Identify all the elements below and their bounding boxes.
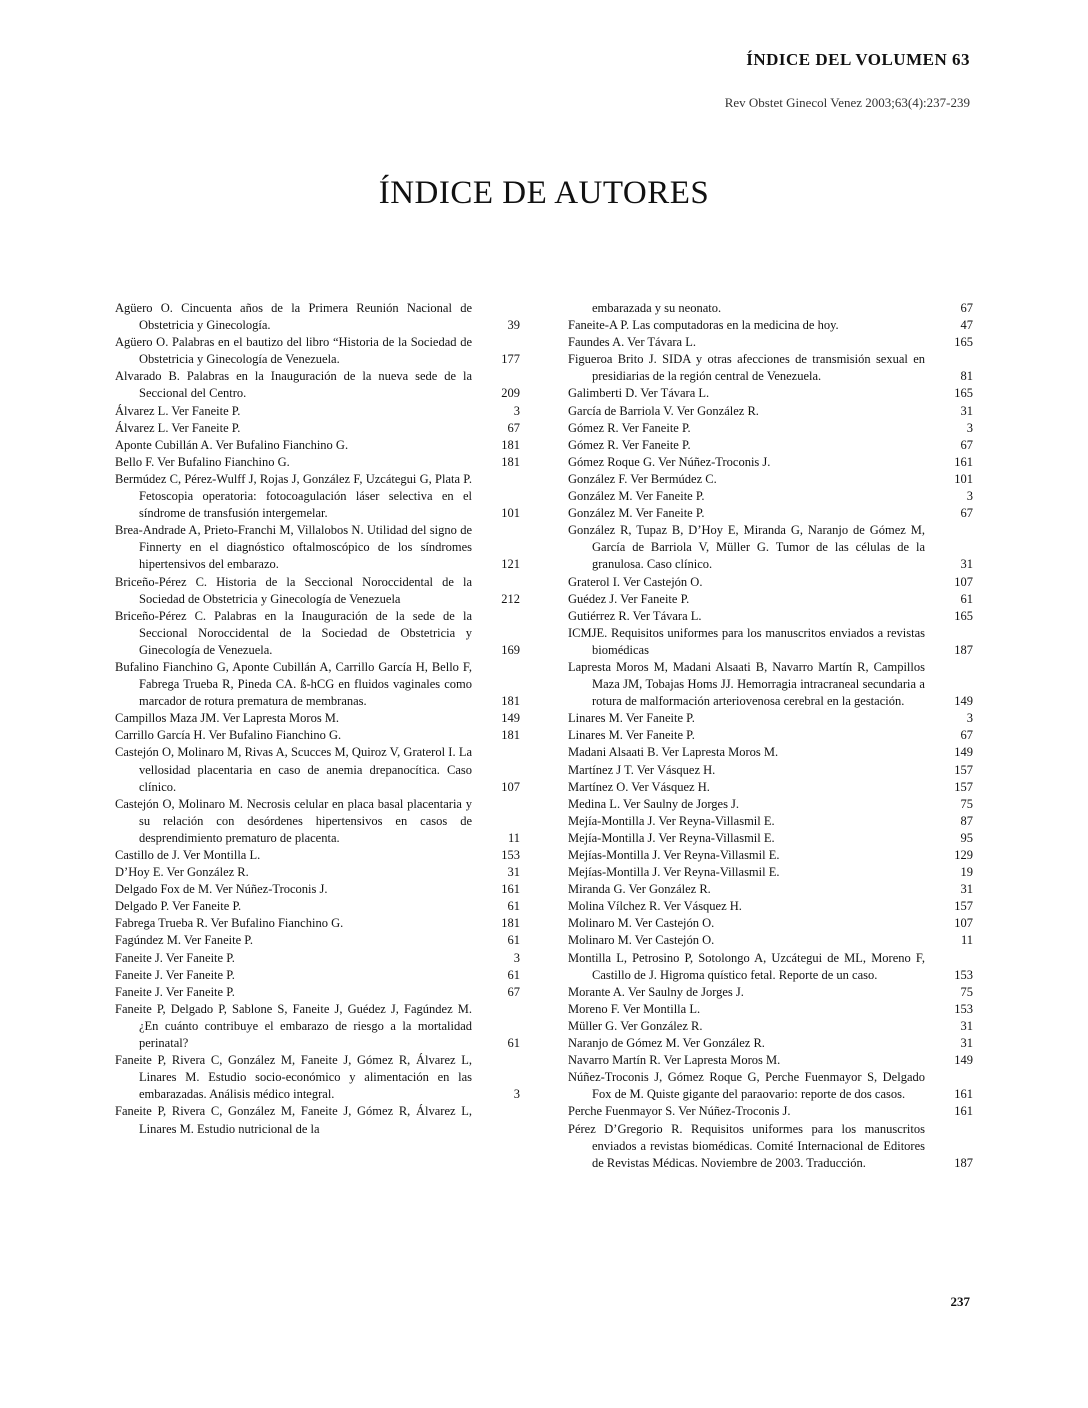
entry-page: 39: [507, 318, 520, 333]
index-entry: [568, 1052, 973, 1069]
index-entry: [115, 608, 520, 659]
index-entry: [115, 1001, 520, 1052]
entry-page: 187: [954, 1155, 973, 1170]
entry-text: Faneite J. Ver Faneite P.: [115, 967, 235, 982]
entry-text: Núñez-Troconis J, Gómez Roque G, Perche Fuenmayor S, Delgado Fox de M. Quiste gigante del paraovario: reporte de dos casos.: [568, 1070, 925, 1102]
entry-text: Guédez J. Ver Faneite P.: [568, 591, 690, 606]
index-entry: [115, 368, 520, 402]
entry-page: 165: [954, 335, 973, 350]
entry-text: Galimberti D. Ver Távara L.: [568, 386, 710, 401]
index-entry: [568, 625, 973, 659]
entry-text: González R, Tupaz B, D’Hoy E, Miranda G, Naranjo de Gómez M, García de Barriola V, Müller G. Tumor de las células de la granulosa. Caso clínico.: [568, 523, 925, 572]
index-entry: [568, 762, 973, 779]
index-entry: [568, 932, 973, 949]
entry-page: 75: [960, 984, 973, 999]
index-entry: [115, 950, 520, 967]
entry-page: 61: [507, 967, 520, 982]
entry-text: D’Hoy E. Ver González R.: [115, 865, 249, 880]
entry-text: Álvarez L. Ver Faneite P.: [115, 420, 241, 435]
index-entry: [568, 488, 973, 505]
index-entry: [568, 727, 973, 744]
journal-section-title: ÍNDICE DEL VOLUMEN 63: [746, 50, 970, 69]
entry-page: 107: [501, 779, 520, 794]
entry-text: Faneite P, Delgado P, Sablone S, Faneite J, Guédez J, Fagúndez M. ¿En cuánto contribuye el embarazo de riesgo a la mortalidad perinatal?: [115, 1001, 472, 1051]
entry-page: 61: [507, 899, 520, 914]
entry-page: 169: [501, 642, 520, 657]
index-entry: [115, 471, 520, 522]
entry-text: Madani Alsaati B. Ver Lapresta Moros M.: [568, 745, 779, 760]
entry-page: 3: [513, 1087, 520, 1102]
entry-page: 31: [960, 1036, 973, 1051]
index-entry: [568, 779, 973, 796]
entry-text: Miranda G. Ver González R.: [568, 882, 711, 897]
entry-text: Linares M. Ver Faneite P.: [568, 711, 695, 726]
entry-page: 75: [960, 796, 973, 811]
entry-text: Brea-Andrade A, Prieto-Franchi M, Villalobos N. Utilidad del signo de Finnerty en el diagnóstico oftalmoscópico de los síndromes hipertensivos del embarazo.: [115, 523, 472, 572]
index-entry: [115, 967, 520, 984]
entry-text: Perche Fuenmayor S. Ver Núñez-Troconis J.: [568, 1104, 791, 1119]
journal-citation: Rev Obstet Ginecol Venez 2003;63(4):237-239: [724, 95, 970, 110]
entry-page: 181: [501, 916, 520, 931]
entry-page: 149: [954, 694, 973, 709]
entry-text: embarazada y su neonato.: [592, 301, 722, 315]
entry-page: 3: [513, 950, 520, 965]
index-entry: [115, 300, 520, 334]
entry-page: 149: [501, 711, 520, 726]
entry-text: Navarro Martín R. Ver Lapresta Moros M.: [568, 1053, 781, 1068]
entry-text: Graterol I. Ver Castejón O.: [568, 574, 703, 589]
entry-text: Mejías-Montilla J. Ver Reyna-Villasmil E.: [568, 865, 780, 880]
entry-page: 61: [960, 591, 973, 606]
entry-page: 187: [954, 642, 973, 657]
entry-text: Bello F. Ver Bufalino Fianchino G.: [115, 454, 290, 469]
entry-page: 3: [513, 403, 520, 418]
right-index-column: [568, 300, 973, 1172]
entry-page: 129: [954, 848, 973, 862]
entry-text: Agüero O. Cincuenta años de la Primera Reunión Nacional de Obstetricia y Ginecología.: [115, 301, 472, 333]
entry-text: ICMJE. Requisitos uniformes para los manuscritos enviados a revistas biomédicas: [568, 625, 925, 657]
index-entry: [568, 659, 973, 710]
entry-page: 19: [960, 865, 973, 880]
entry-text: Delgado P. Ver Faneite P.: [115, 899, 242, 914]
entry-text: Müller G. Ver González R.: [568, 1018, 703, 1033]
index-entry: [568, 420, 973, 437]
index-entry: [568, 1103, 973, 1120]
index-entry: [115, 420, 520, 437]
entry-page: 107: [954, 916, 973, 931]
entry-page: 161: [954, 1104, 973, 1119]
entry-page: 149: [954, 1053, 973, 1068]
entry-page: 3: [966, 711, 973, 726]
entry-page: 3: [966, 420, 973, 435]
index-entry: [568, 403, 973, 420]
index-entry: [115, 915, 520, 932]
entry-page: 67: [960, 301, 973, 315]
index-entry: [115, 864, 520, 881]
entry-text: Alvarado B. Palabras en la Inauguración de la nueva sede de la Seccional del Centro.: [115, 369, 472, 401]
entry-page: 31: [960, 1018, 973, 1033]
index-entry: [568, 847, 973, 864]
entry-page: 101: [501, 506, 520, 521]
page-number: 237: [950, 1294, 970, 1309]
entry-page: 61: [507, 1036, 520, 1051]
entry-page: 11: [507, 830, 520, 845]
entry-page: 157: [954, 779, 973, 794]
entry-page: 161: [954, 454, 973, 469]
entry-text: Briceño-Pérez C. Historia de la Seccional Noroccidental de la Sociedad de Obstetricia y Ginecología de Venezuela: [115, 574, 472, 606]
entry-text: Castejón O, Molinaro M, Rivas A, Scucces M, Quiroz V, Graterol I. La vellosidad placentaria en caso de anemia drepanocítica. Caso clínico.: [115, 745, 472, 794]
index-entry: [568, 915, 973, 932]
entry-page: 31: [960, 403, 973, 418]
entry-page: 161: [954, 1087, 973, 1102]
entry-page: 177: [501, 352, 520, 367]
index-entry: [115, 727, 520, 744]
index-entry: [568, 898, 973, 915]
index-entry: [568, 437, 973, 454]
index-entry: [568, 744, 973, 761]
entry-page: 81: [960, 369, 973, 384]
entry-text: Fabrega Trueba R. Ver Bufalino Fianchino G.: [115, 916, 344, 931]
entry-text: Figueroa Brito J. SIDA y otras afecciones de transmisión sexual en presidiarias de la región central de Venezuela.: [568, 352, 925, 384]
entry-text: Aponte Cubillán A. Ver Bufalino Fianchino G.: [115, 437, 349, 452]
entry-text: Molinaro M. Ver Castejón O.: [568, 933, 715, 948]
index-entry: [568, 830, 973, 847]
entry-page: 87: [960, 813, 973, 828]
entry-text: Linares M. Ver Faneite P.: [568, 728, 695, 743]
index-entry: [115, 574, 520, 608]
entry-text: Fagúndez M. Ver Faneite P.: [115, 933, 253, 948]
entry-page: 157: [954, 762, 973, 777]
entry-text: Faundes A. Ver Távara L.: [568, 335, 696, 350]
left-index-column: [115, 300, 520, 1138]
index-entry: [115, 403, 520, 420]
entry-page: 61: [507, 933, 520, 948]
index-entry: [115, 898, 520, 915]
index-entry: [568, 471, 973, 488]
index-entry: [568, 813, 973, 830]
index-entry: [568, 454, 973, 471]
index-entry: [568, 300, 973, 317]
entry-text: Mejías-Montilla J. Ver Reyna-Villasmil E.: [568, 848, 780, 862]
entry-text: González M. Ver Faneite P.: [568, 506, 705, 521]
entry-text: Molinaro M. Ver Castejón O.: [568, 916, 715, 931]
index-entry: [115, 796, 520, 847]
entry-page: 153: [954, 967, 973, 982]
index-entry: [115, 881, 520, 898]
entry-text: Campillos Maza JM. Ver Lapresta Moros M.: [115, 711, 340, 726]
entry-text: Mejía-Montilla J. Ver Reyna-Villasmil E.: [568, 830, 775, 845]
index-entry: [115, 522, 520, 573]
entry-text: Gutiérrez R. Ver Távara L.: [568, 608, 702, 623]
entry-text: Martínez J T. Ver Vásquez H.: [568, 762, 716, 777]
entry-text: Bermúdez C, Pérez-Wulff J, Rojas J, González F, Uzcátegui G, Plata P. Fetoscopia operatoria: fotocoagulación láser selectiva en el síndrome de transfusión intergemelar.: [115, 471, 472, 521]
entry-page: 181: [501, 694, 520, 709]
index-entry: [568, 608, 973, 625]
entry-page: 101: [954, 471, 973, 486]
index-entry: [568, 1121, 973, 1172]
entry-text: Gómez R. Ver Faneite P.: [568, 437, 691, 452]
entry-page: 165: [954, 386, 973, 401]
entry-page: 47: [960, 318, 973, 333]
entry-text: Faneite J. Ver Faneite P.: [115, 950, 235, 965]
entry-text: González M. Ver Faneite P.: [568, 489, 705, 504]
entry-text: Agüero O. Palabras en el bautizo del libro “Historia de la Sociedad de Obstetricia y Ginecología de Venezuela.: [115, 335, 472, 367]
index-entry: [115, 454, 520, 471]
entry-page: 31: [960, 882, 973, 897]
entry-text: Gómez Roque G. Ver Núñez-Troconis J.: [568, 454, 771, 469]
index-entry: [568, 881, 973, 898]
entry-page: 165: [954, 608, 973, 623]
index-entry: [568, 522, 973, 573]
entry-text: Álvarez L. Ver Faneite P.: [115, 403, 241, 418]
index-entry: [568, 796, 973, 813]
index-entry: [568, 950, 973, 984]
entry-page: 181: [501, 728, 520, 743]
index-entry: [568, 317, 973, 334]
page-title: ÍNDICE DE AUTORES: [378, 175, 710, 211]
index-entry: [115, 659, 520, 710]
index-entry: [568, 574, 973, 591]
index-entry: [115, 847, 520, 864]
entry-page: 212: [501, 591, 520, 606]
entry-text: Pérez D’Gregorio R. Requisitos uniformes para los manuscritos enviados a revistas biomédicas. Comité Internacional de Editores de Revistas Médicas. Noviembre de 2003. Traducción.: [568, 1121, 925, 1170]
entry-page: 153: [954, 1001, 973, 1016]
entry-text: Carrillo García H. Ver Bufalino Fianchino G.: [115, 728, 342, 743]
index-entry: [568, 710, 973, 727]
entry-page: 161: [501, 882, 520, 897]
entry-page: 67: [507, 984, 520, 999]
index-entry: [115, 334, 520, 368]
entry-page: 67: [960, 506, 973, 521]
index-entry: [115, 932, 520, 949]
entry-text: Mejía-Montilla J. Ver Reyna-Villasmil E.: [568, 813, 775, 828]
entry-text: Martínez O. Ver Vásquez H.: [568, 779, 710, 794]
index-entry: [568, 505, 973, 522]
entry-text: Faneite P, Rivera C, González M, Faneite J, Gómez R, Álvarez L, Linares M. Estudio socio-económico y alimentación en las embarazadas. Análisis médico integral.: [115, 1053, 472, 1102]
entry-text: Castillo de J. Ver Montilla L.: [115, 848, 261, 862]
entry-text: Faneite J. Ver Faneite P.: [115, 984, 235, 999]
entry-text: García de Barriola V. Ver González R.: [568, 403, 759, 418]
index-entry: [115, 1052, 520, 1103]
entry-text: Naranjo de Gómez M. Ver González R.: [568, 1036, 765, 1051]
entry-text: Castejón O, Molinaro M. Necrosis celular en placa basal placentaria y su relación con desórdenes hipertensivos en casos de desprendimiento prematuro de placenta.: [115, 796, 472, 845]
entry-text: Lapresta Moros M, Madani Alsaati B, Navarro Martín R, Campillos Maza JM, Tobajas Homs JJ. Hemorragia intracraneal secundaria a rotura de malformación arteriovenosa cerebral en la gestación.: [568, 659, 925, 709]
entry-page: 121: [501, 557, 520, 572]
index-entry: [115, 710, 520, 727]
entry-text: Gómez R. Ver Faneite P.: [568, 420, 691, 435]
index-entry: [568, 864, 973, 881]
entry-text: Faneite P, Rivera C, González M, Faneite J, Gómez R, Álvarez L, Linares M. Estudio nutricional de la: [115, 1104, 472, 1136]
entry-text: Moreno F. Ver Montilla L.: [568, 1001, 701, 1016]
entry-page: 67: [960, 728, 973, 743]
index-entry: [568, 1018, 973, 1035]
index-entry: [568, 334, 973, 351]
index-entry: [568, 351, 973, 385]
index-entry: [115, 984, 520, 1001]
index-entry: [115, 437, 520, 454]
entry-page: 3: [966, 489, 973, 504]
entry-page: 107: [954, 574, 973, 589]
entry-page: 67: [960, 437, 973, 452]
entry-page: 95: [960, 830, 973, 845]
entry-text: Molina Vílchez R. Ver Vásquez H.: [568, 899, 742, 914]
entry-text: Bufalino Fianchino G, Aponte Cubillán A, Carrillo García H, Bello F, Fabrega Trueba R, Pineda CA. ß-hCG en fluidos vaginales como marcador de rotura prematura de membranas.: [115, 659, 472, 709]
entry-page: 181: [501, 454, 520, 469]
entry-text: Morante A. Ver Saulny de Jorges J.: [568, 984, 744, 999]
entry-page: 31: [960, 557, 973, 572]
entry-page: 31: [507, 865, 520, 880]
entry-page: 209: [501, 386, 520, 401]
entry-page: 181: [501, 437, 520, 452]
entry-text: Faneite-A P. Las computadoras en la medicina de hoy.: [568, 318, 839, 333]
entry-page: 11: [960, 933, 973, 948]
index-entry: [568, 984, 973, 1001]
index-entry: [568, 591, 973, 608]
index-entry: [568, 385, 973, 402]
index-entry: [568, 1001, 973, 1018]
entry-text: Delgado Fox de M. Ver Núñez-Troconis J.: [115, 882, 328, 897]
index-entry: [568, 1069, 973, 1103]
entry-page: 149: [954, 745, 973, 760]
entry-text: González F. Ver Bermúdez C.: [568, 471, 717, 486]
index-entry: [568, 1035, 973, 1052]
entry-page: 153: [501, 848, 520, 862]
index-entry: [115, 744, 520, 795]
entry-text: Montilla L, Petrosino P, Sotolongo A, Uzcátegui de ML, Moreno F, Castillo de J. Higroma quístico fetal. Reporte de un caso.: [568, 950, 925, 982]
entry-text: Briceño-Pérez C. Palabras en la Inauguración de la sede de la Seccional Noroccidental de la Sociedad de Obstetricia y Ginecología de Venezuela.: [115, 608, 472, 657]
entry-text: Medina L. Ver Saulny de Jorges J.: [568, 796, 740, 811]
index-entry: [115, 1103, 520, 1137]
entry-page: 67: [507, 420, 520, 435]
entry-page: 157: [954, 899, 973, 914]
